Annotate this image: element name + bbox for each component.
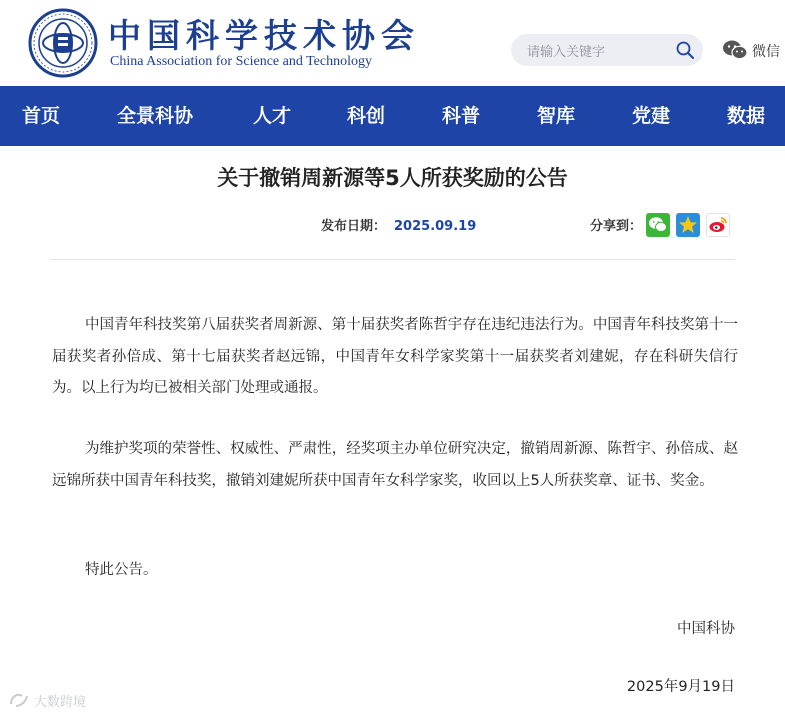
logo-english-name[interactable]: China Association for Science and Technology bbox=[110, 54, 372, 69]
logo-chinese-name[interactable]: 中国科学技术协会 bbox=[108, 16, 420, 55]
article-paragraph-1: 中国青年科技奖第八届获奖者周新源、第十届获奖者陈哲宇存在违纪违法行为。中国青年科技奖第十一届获奖者孙倍成、第十七届获奖者赵远锦，中国青年女科学家奖第十一届获奖者刘建妮，存在科研失信行为。以上行为均已被相关部门处理或通报。 bbox=[52, 317, 738, 396]
main-nav bbox=[0, 86, 785, 146]
publish-date-value: 2025.09.19 bbox=[394, 219, 477, 234]
site-header bbox=[0, 0, 785, 86]
watermark-logo-icon bbox=[8, 690, 30, 710]
search-box[interactable] bbox=[511, 34, 703, 66]
nav-item-popsci[interactable]: 科普 bbox=[442, 105, 481, 127]
weibo-icon[interactable] bbox=[706, 213, 730, 237]
signature-org: 中国科协 bbox=[677, 621, 735, 637]
search-icon[interactable] bbox=[675, 40, 695, 60]
nav-item-innovation[interactable]: 科创 bbox=[347, 105, 386, 127]
nav-item-thinktank[interactable]: 智库 bbox=[537, 105, 576, 127]
publish-date-label: 发布日期： bbox=[321, 219, 387, 234]
cast-logo-seal[interactable] bbox=[28, 8, 98, 78]
share-label: 分享到： bbox=[590, 219, 643, 234]
watermark-text: 大数跨境 bbox=[34, 695, 87, 710]
nav-item-home[interactable]: 首页 bbox=[22, 105, 61, 127]
wechat-share-icon[interactable] bbox=[646, 213, 670, 237]
title-divider bbox=[50, 259, 735, 260]
wechat-link[interactable] bbox=[722, 38, 782, 62]
nav-item-data[interactable]: 数据 bbox=[727, 105, 766, 127]
article-paragraph-2: 为维护奖项的荣誉性、权威性、严肃性，经奖项主办单位研究决定，撤销周新源、陈哲宇、孙倍成、赵远锦所获中国青年科技奖，撤销刘建妮所获中国青年女科学家奖，收回以上5人所获奖章、证书、奖金。 bbox=[52, 441, 738, 489]
search-input[interactable]: 请输入关键字 bbox=[527, 45, 606, 60]
watermark bbox=[8, 690, 87, 712]
article-title: 关于撤销周新源等5人所获奖励的公告 bbox=[217, 166, 568, 190]
nav-item-panorama[interactable]: 全景科协 bbox=[117, 105, 194, 127]
wechat-label: 微信 bbox=[752, 44, 780, 60]
article-paragraph-3: 特此公告。 bbox=[85, 562, 158, 578]
nav-item-talent[interactable]: 人才 bbox=[253, 105, 292, 127]
nav-item-party[interactable]: 党建 bbox=[632, 105, 671, 127]
signature-date: 2025年9月19日 bbox=[626, 679, 735, 695]
qzone-icon[interactable] bbox=[676, 213, 700, 237]
publish-date bbox=[321, 215, 476, 234]
wechat-icon bbox=[722, 39, 748, 61]
